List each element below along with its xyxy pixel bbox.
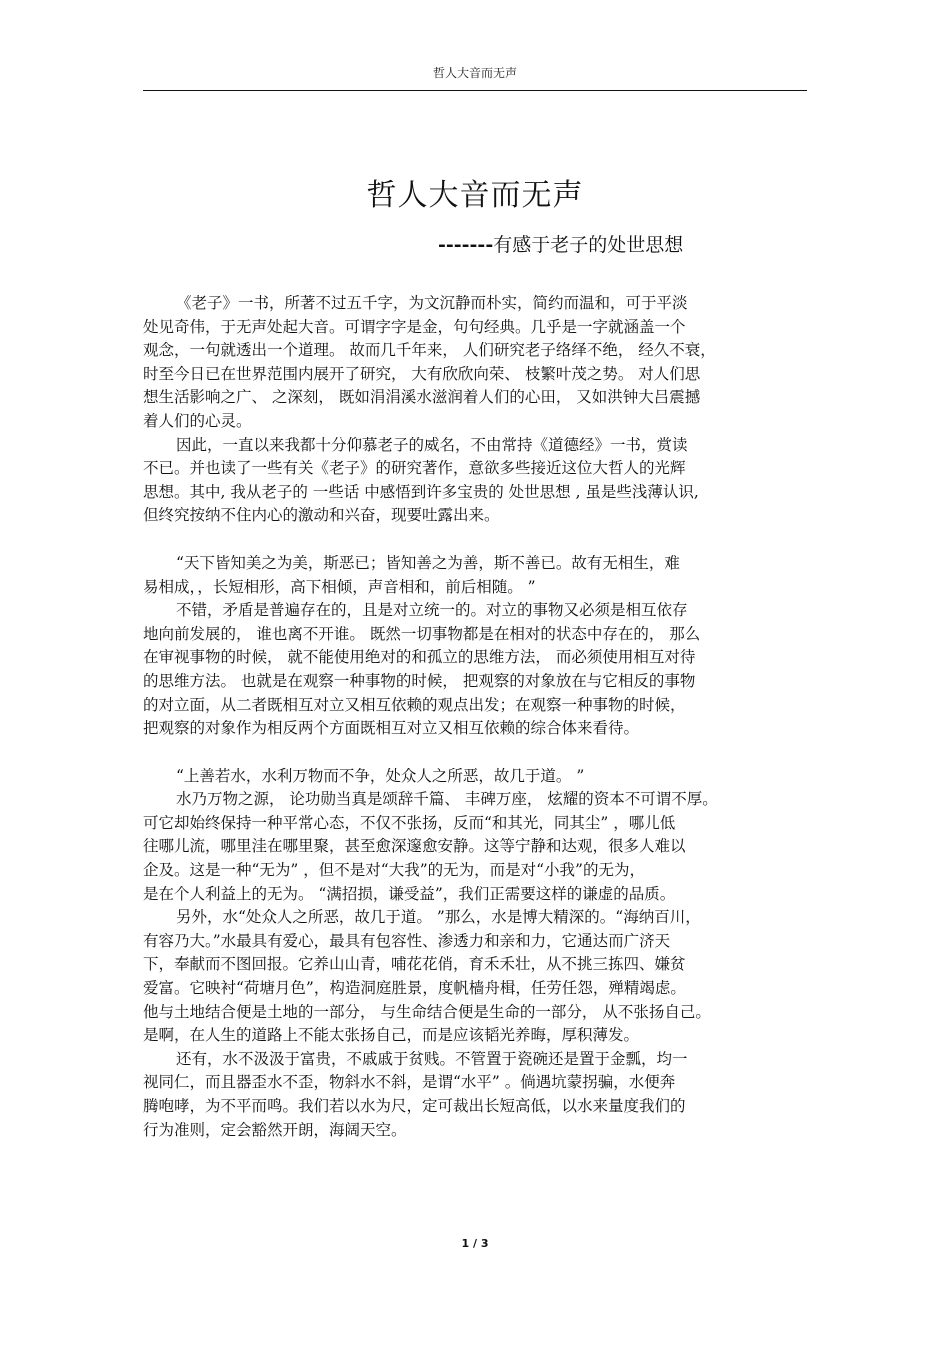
text-line: 因此，一直以来我都十分仰慕老子的威名，不由常持《道德经》一书，赏读 (176, 435, 688, 454)
text-line: “天下皆知美之为美，斯恶已；皆知善之为善，斯不善已。故有无相生，难 (176, 553, 680, 572)
text-line: 的对立面，从二者既相互对立又相互依赖的观点出发；在观察一种事物的时候， (143, 695, 686, 714)
text-line: 另外，水“处众人之所恶，故几于道。 ”那么，水是博大精深的。“海纳百川， (176, 908, 701, 927)
paragraph-spacer (143, 528, 807, 552)
text-line: 不错，矛盾是普遍存在的，且是对立统一的。对立的事物又必须是相互依存 (176, 601, 688, 620)
text-line: 还有，水不汲汲于富贵，不戚戚于贫贱。不管置于瓷碗还是置于金瓢，均一 (176, 1049, 688, 1068)
text-line: 处见奇伟，于无声处起大音。可谓字字是金，句句经典。几乎是一字就涵盖一个 (143, 317, 686, 336)
subtitle-dashes: ------- (438, 234, 494, 256)
subtitle-text: 有感于老子的处世思想 (493, 234, 684, 256)
text-line: 的思维方法。 也就是在观察一种事物的时候， 把观察的对象放在与它相反的事物 (143, 671, 696, 690)
paragraph (143, 599, 807, 741)
text-line: 企及。这是一种“无为” ，但不是对“大我”的无为，而是对“小我”的无为， (143, 861, 645, 880)
paragraph (143, 906, 807, 1048)
text-line: 观念，一句就透出一个道理。 故而几千年来， 人们研究老子络绎不绝， 经久不衰， (143, 341, 716, 360)
text-line: 易相成，，长短相形，高下相倾，声音相和，前后相随。 ” (143, 577, 536, 596)
text-line: 《老子》一书，所著不过五千字，为文沉静而朴实，简约而温和，可于平淡 (176, 294, 688, 312)
quote-paragraph (143, 765, 807, 789)
text-line: “上善若水，水利万物而不争，处众人之所恶，故几于道。 ” (176, 766, 585, 785)
text-line: 是在个人利益上的无为。 “满招损，谦受益”，我们正需要这样的谦虚的品质。 (143, 884, 676, 903)
text-line: 着人们的心灵。 (143, 411, 252, 430)
text-line: 往哪儿流，哪里洼在哪里聚，甚至愈深邃愈安静。这等宁静和达观，很多人难以 (143, 837, 686, 856)
paragraph-spacer (143, 741, 807, 765)
text-line: 把观察的对象作为相反两个方面既相互对立又相互依赖的综合体来看待。 (143, 719, 640, 738)
document-subtitle (438, 230, 683, 257)
text-line: 爱富。它映衬“荷塘月色”，构造洞庭胜景，度帆樯舟楫，任劳任怨，殚精竭虑。 (143, 979, 686, 998)
paragraph (143, 292, 807, 434)
text-line: 想生活影响之广、 之深刻， 既如涓涓溪水滋润着人们的心田， 又如洪钟大吕震撼 (143, 388, 701, 407)
text-line: 但终究按纳不住内心的激动和兴奋，现要吐露出来。 (143, 506, 500, 525)
text-line: 不已。并也读了一些有关《老子》的研究著作，意欲多些接近这位大哲人的光辉 (143, 459, 686, 478)
text-line: 视同仁，而且器歪水不歪，物斜水不斜，是谓“水平” 。倘遇坑蒙拐骗，水便奔 (143, 1073, 676, 1092)
text-line: 在审视事物的时候， 就不能使用绝对的和孤立的思维方法， 而必须使用相互对待 (143, 648, 696, 667)
text-line: 有容乃大。”水最具有爱心，最具有包容性、渗透力和亲和力，它通达而广济天 (143, 931, 671, 950)
text-line: 思想。其中, 我从老子的 一些话 中感悟到许多宝贵的 处世思想 , 虽是些浅薄认识, (143, 482, 699, 501)
running-header: 哲人大音而无声 (432, 66, 517, 80)
page-number: 1 / 3 (461, 1237, 489, 1250)
text-line: 是啊，在人生的道路上不能太张扬自己，而是应该韬光养晦，厚积薄发。 (143, 1026, 640, 1045)
quote-paragraph (143, 552, 807, 599)
paragraph (143, 788, 807, 906)
text-line: 他与土地结合便是土地的一部分， 与生命结合便是生命的一部分， 从不张扬自己。 (143, 1002, 711, 1021)
header-divider (143, 90, 807, 91)
text-line: 腾咆哮，为不平而鸣。我们若以水为尺，定可裁出长短高低，以水来量度我们的 (143, 1097, 686, 1115)
text-line: 可它却始终保持一种平常心态，不仅不张扬，反而“和其光，同其尘” ，哪儿低 (143, 813, 676, 832)
paragraph (143, 1048, 807, 1142)
document-body (143, 292, 807, 1142)
text-line: 地向前发展的， 谁也离不开谁。 既然一切事物都是在相对的状态中存在的， 那么 (143, 624, 701, 643)
document-title: 哲人大音而无声 (366, 178, 584, 213)
text-line: 时至今日已在世界范围内展开了研究， 大有欣欣向荣、 枝繁叶茂之势。 对人们思 (143, 364, 701, 383)
paragraph (143, 434, 807, 528)
text-line: 行为准则，定会豁然开朗，海阔天空。 (143, 1120, 407, 1139)
text-line: 水乃万物之源， 论功勋当真是颂辞千篇、 丰碑万座， 炫耀的资本不可谓不厚。 (176, 790, 718, 809)
text-line: 下，奉献而不图回报。它养山山青，哺花花俏，育禾禾壮，从不挑三拣四、嫌贫 (143, 955, 686, 974)
